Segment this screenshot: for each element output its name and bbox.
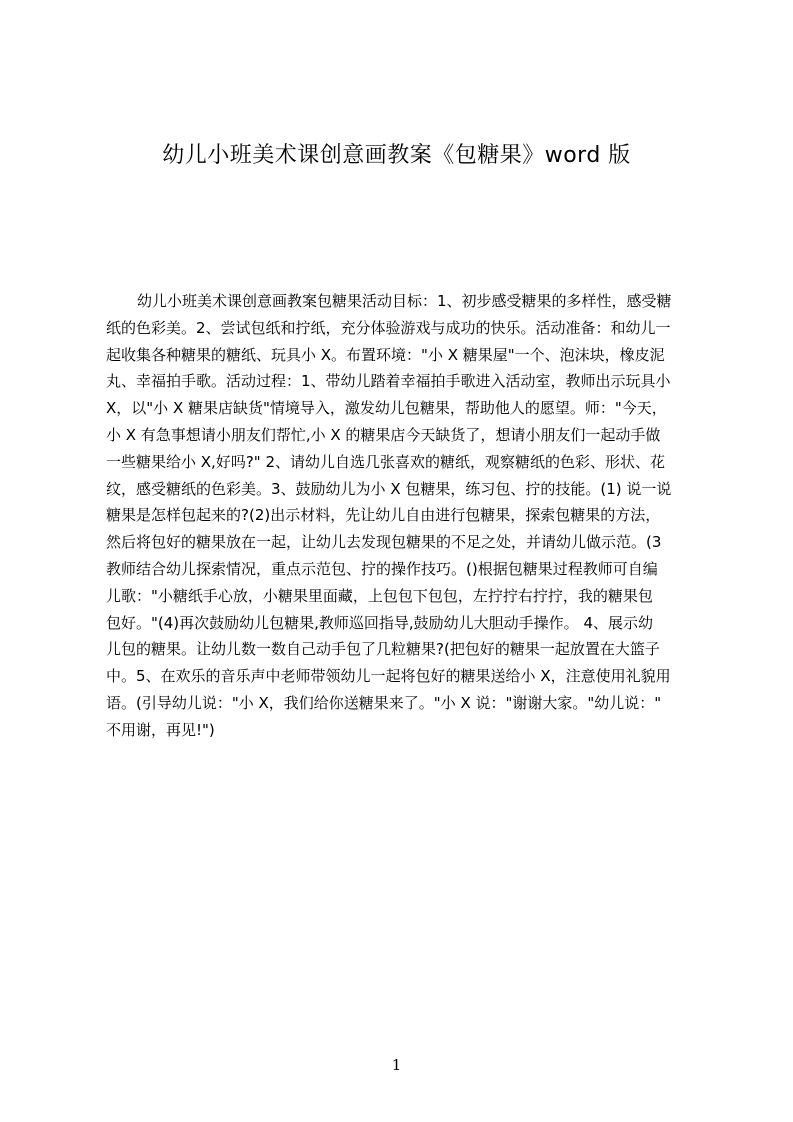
paragraph-line: 中。5、在欢乐的音乐声中老师带领幼儿一起将包好的糖果送给小 X，注意使用礼貌用 xyxy=(106,667,671,686)
paragraph-line: 包好。"(4)再次鼓励幼儿包糖果,教师巡回指导,鼓励幼儿大胆动手操作。 4、展示幼 xyxy=(106,613,653,632)
paragraph-line: 纸的色彩美。2、尝试包纸和拧纸，充分体验游戏与成功的快乐。活动准备：和幼儿一 xyxy=(106,318,671,337)
paragraph-line: 儿歌："小糖纸手心放，小糖果里面藏，上包包下包包，左拧拧右拧拧，我的糖果包 xyxy=(106,586,653,605)
paragraph-line: 糖果是怎样包起来的?(2)出示材料，先让幼儿自由进行包糖果，探索包糖果的方法， xyxy=(106,506,661,525)
paragraph-line: 教师结合幼儿探索情况，重点示范包、拧的操作技巧。()根据包糖果过程教师可自编 xyxy=(106,559,658,578)
body-paragraph xyxy=(106,288,708,748)
paragraph-line: 语。(引导幼儿说："小 X，我们给你送糖果来了。"小 X 说："谢谢大家。"幼儿说：" xyxy=(106,693,662,712)
paragraph-line: 不用谢，再见!") xyxy=(106,720,215,739)
paragraph-line: 幼儿小班美术课创意画教案包糖果活动目标：1、初步感受糖果的多样性，感受糖 xyxy=(137,292,672,310)
paragraph-line: 纹，感受糖纸的色彩美。3、鼓励幼儿为小 X 包糖果，练习包、拧的技能。(1) 说一说 xyxy=(106,479,672,498)
paragraph-line: 然后将包好的糖果放在一起，让幼儿去发现包糖果的不足之处，并请幼儿做示范。(3 xyxy=(106,533,662,552)
paragraph-line: 一些糖果给小 X,好吗?" 2、请幼儿自选几张喜欢的糖纸，观察糖纸的色彩、形状、花 xyxy=(106,452,665,471)
paragraph-line: X，以"小 X 糖果店缺货"情境导入，激发幼儿包糖果，帮助他人的愿望。师："今天， xyxy=(106,399,667,418)
page-title: 幼儿小班美术课创意画教案《包糖果》word 版 xyxy=(162,143,631,168)
paragraph-line: 儿包的糖果。让幼儿数一数自己动手包了几粒糖果?(把包好的糖果一起放置在大篮子 xyxy=(106,640,660,659)
paragraph-line: 起收集各种糖果的糖纸、玩具小 X。布置环境："小 X 糖果屋"一个、泡沫块，橡皮泥 xyxy=(106,345,665,364)
paragraph-line: 丸、幸福拍手歌。活动过程：1、带幼儿踏着幸福拍手歌进入活动室，教师出示玩具小 xyxy=(106,372,671,391)
page-number: 1 xyxy=(391,1056,402,1074)
paragraph-line: 小 X 有急事想请小朋友们帮忙,小 X 的糖果店今天缺货了，想请小朋友们一起动手做 xyxy=(106,425,661,444)
